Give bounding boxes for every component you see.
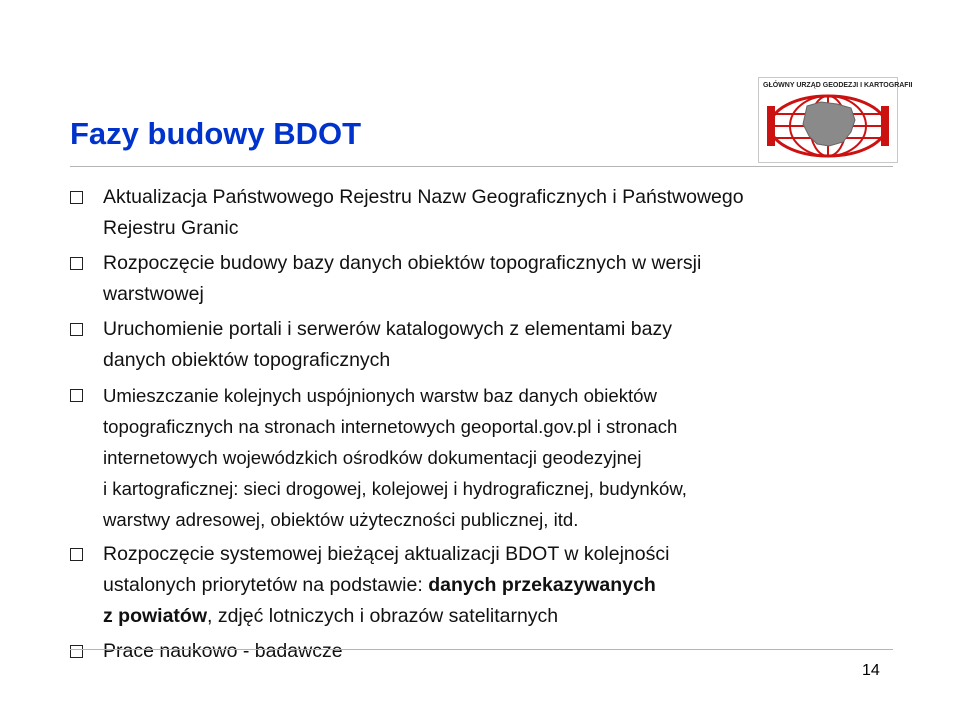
logo-text: GŁÓWNY URZĄD GEODEZJI I KARTOGRAFII — [763, 82, 913, 89]
square-bullet-icon — [70, 323, 83, 336]
bullet-text-line: warstwowej — [103, 283, 204, 305]
bullet-item — [70, 539, 890, 632]
bullet-list — [70, 182, 890, 671]
square-bullet-icon — [70, 548, 83, 561]
square-bullet-icon — [70, 645, 83, 658]
bullet-text-line: Uruchomienie portali i serwerów katalogowych z elementami bazy — [103, 318, 672, 340]
bullet-text-line: danych obiektów topograficznych — [103, 349, 391, 371]
bullet-text-line — [103, 570, 890, 601]
bullet-text-normal: ustalonych priorytetów na podstawie: — [103, 574, 429, 596]
bullet-text-line: Umieszczanie kolejnych uspójnionych warstw baz danych obiektów — [103, 385, 657, 406]
bullet-item — [70, 314, 890, 376]
bullet-text-line: Aktualizacja Państwowego Rejestru Nazw Geograficznych i Państwowego — [103, 186, 744, 208]
bullet-text-line: Rozpoczęcie budowy bazy danych obiektów topograficznych w wersji — [103, 252, 702, 274]
title-divider — [70, 166, 893, 167]
page-number: 14 — [862, 662, 880, 679]
gugik-logo — [758, 77, 913, 163]
bullet-text-normal: , zdjęć lotniczych i obrazów satelitarnych — [207, 605, 559, 627]
square-bullet-icon — [70, 389, 83, 402]
bullet-text-line — [103, 601, 890, 632]
bullet-text-line: Rejestru Granic — [103, 217, 239, 239]
slide-title: Fazy budowy BDOT — [70, 116, 362, 151]
bullet-item — [70, 182, 890, 244]
bullet-text-line: i kartograficznej: sieci drogowej, kolejowej i hydrograficznej, budynków, — [103, 478, 687, 499]
bullet-text-line: internetowych wojewódzkich ośrodków dokumentacji geodezyjnej — [103, 447, 642, 468]
bullet-text-line: topograficznych na stronach internetowych geoportal.gov.pl i stronach — [103, 416, 678, 437]
bullet-text-bold: z powiatów — [103, 605, 207, 627]
square-bullet-icon — [70, 191, 83, 204]
globe-map-icon — [759, 78, 913, 162]
square-bullet-icon — [70, 257, 83, 270]
bullet-text-line: warstwy adresowej, obiektów użyteczności publicznej, itd. — [103, 509, 579, 530]
footer-divider — [70, 649, 893, 650]
bullet-text-bold: danych przekazywanych — [428, 574, 656, 596]
bullet-text-line: Rozpoczęcie systemowej bieżącej aktualizacji BDOT w kolejności — [103, 543, 670, 565]
bullet-item — [70, 636, 890, 667]
bullet-item — [70, 248, 890, 310]
bullet-item — [70, 380, 890, 535]
bullet-text-line: Prace naukowo - badawcze — [103, 640, 343, 662]
